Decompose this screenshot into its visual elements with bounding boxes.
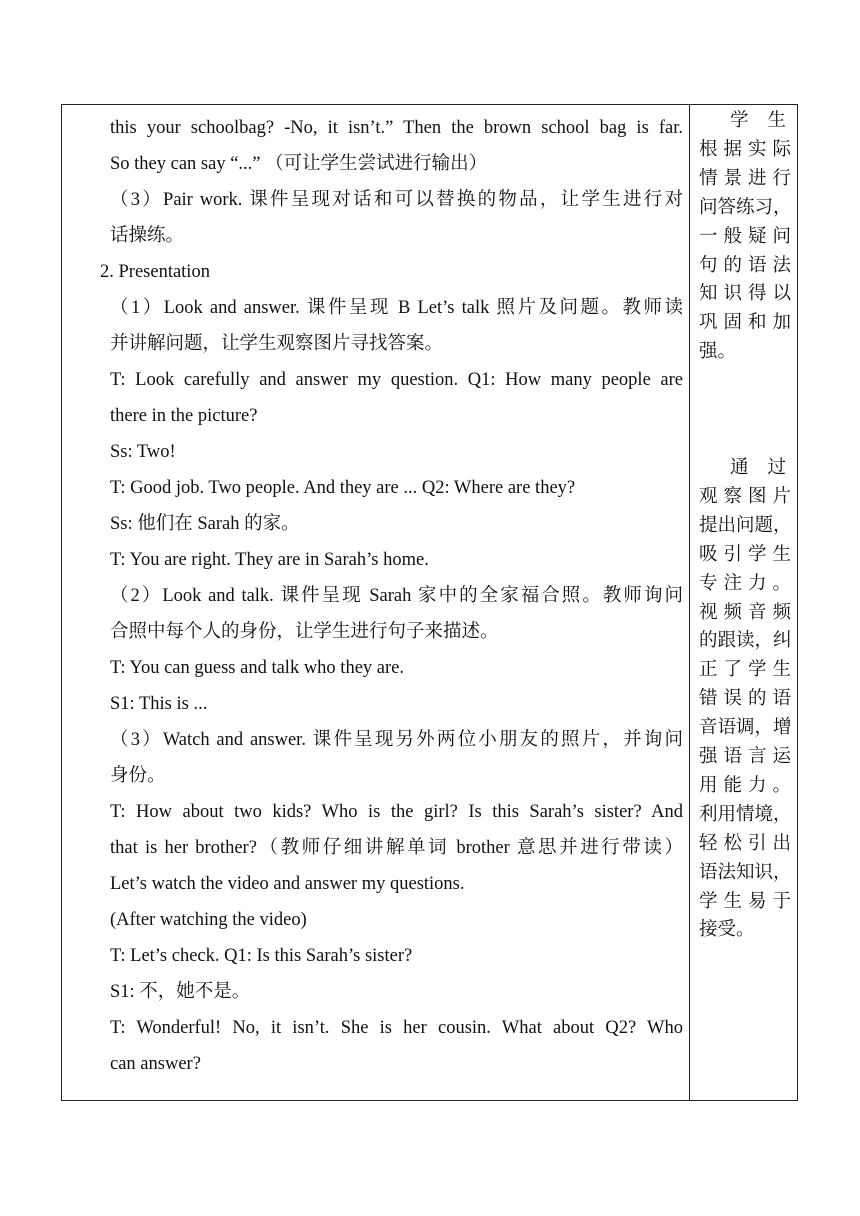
column-divider	[689, 105, 690, 1100]
note-line: 观察图片	[699, 486, 791, 507]
lesson-plan-table	[61, 104, 798, 1101]
note-line: 句的语法	[699, 255, 791, 276]
procedure-line: T: Look carefully and answer my question. Q1: How many people are	[110, 370, 683, 390]
note-line: 的跟读，纠	[699, 631, 792, 652]
note-line: 问答练习，	[699, 197, 792, 218]
note-line: 轻松引出	[699, 833, 791, 854]
note-line: 学 生	[730, 111, 786, 131]
procedure-line: T: How about two kids? Who is the girl? Is this Sarah’s sister? And	[110, 802, 683, 822]
note-line: 利用情境，	[699, 804, 792, 825]
procedure-line: (After watching the video)	[110, 910, 307, 930]
note-line: 提出问题，	[699, 515, 792, 536]
procedure-line: 身份。	[110, 766, 166, 786]
procedure-line: Ss: 他们在 Sarah 的家。	[110, 514, 300, 534]
section-heading: 2. Presentation	[100, 262, 210, 282]
note-line: 正了学生	[699, 660, 791, 681]
procedure-line: 合照中每个人的身份，让学生进行句子来描述。	[110, 622, 499, 642]
procedure-line: can answer?	[110, 1054, 201, 1074]
procedure-line: Let’s watch the video and answer my questions.	[110, 874, 465, 894]
procedure-line: （1）Look and answer. 课件呈现 B Let’s talk 照片及问题。教师读	[110, 298, 683, 318]
note-line: 错误的语	[699, 689, 791, 710]
note-line: 语法知识，	[699, 862, 792, 883]
procedure-line: this your schoolbag? -No, it isn’t.” Then the brown school bag is far.	[110, 118, 683, 138]
note-line: 情景进行	[699, 168, 791, 189]
note-line: 通 过	[730, 458, 786, 478]
note-line: 用能力。	[699, 775, 791, 796]
note-line: 接受。	[699, 920, 755, 941]
procedure-line: T: You are right. They are in Sarah’s home.	[110, 550, 429, 570]
note-line: 强。	[699, 342, 737, 363]
procedure-line: S1: 不，她不是。	[110, 982, 251, 1002]
note-line: 强语言运	[699, 747, 791, 767]
note-line: 知识得以	[699, 284, 791, 305]
note-line: 专注力。	[699, 573, 791, 594]
note-line: 视频音频	[699, 602, 791, 623]
procedure-line: T: You can guess and talk who they are.	[110, 658, 404, 678]
procedure-line: T: Let’s check. Q1: Is this Sarah’s sister?	[110, 946, 413, 966]
procedure-line: T: Wonderful! No, it isn’t. She is her cousin. What about Q2? Who	[110, 1018, 683, 1038]
note-line: 音语调，增	[699, 718, 792, 739]
note-line: 吸引学生	[699, 544, 791, 565]
procedure-line: there in the picture?	[110, 406, 258, 426]
procedure-line: 并讲解问题，让学生观察图片寻找答案。	[110, 334, 444, 354]
procedure-line: Ss: Two!	[110, 442, 176, 462]
procedure-line: （3）Watch and answer. 课件呈现另外两位小朋友的照片，并询问	[110, 730, 683, 750]
procedure-line: 话操练。	[110, 226, 185, 246]
procedure-line: that is her brother?（教师仔细讲解单词 brother 意思并进行带读）	[110, 838, 683, 858]
note-line: 学生易于	[699, 891, 791, 912]
procedure-line: S1: This is ...	[110, 694, 208, 714]
procedure-line: （2）Look and talk. 课件呈现 Sarah 家中的全家福合照。教师询问	[110, 586, 683, 606]
procedure-line: T: Good job. Two people. And they are ... Q2: Where are they?	[110, 478, 576, 498]
procedure-line: （3）Pair work. 课件呈现对话和可以替换的物品，让学生进行对	[110, 190, 683, 210]
note-line: 巩固和加	[699, 313, 791, 334]
procedure-line: So they can say “...” （可让学生尝试进行输出）	[110, 154, 488, 174]
note-line: 根据实际	[699, 139, 791, 160]
note-line: 一般疑问	[699, 226, 791, 247]
